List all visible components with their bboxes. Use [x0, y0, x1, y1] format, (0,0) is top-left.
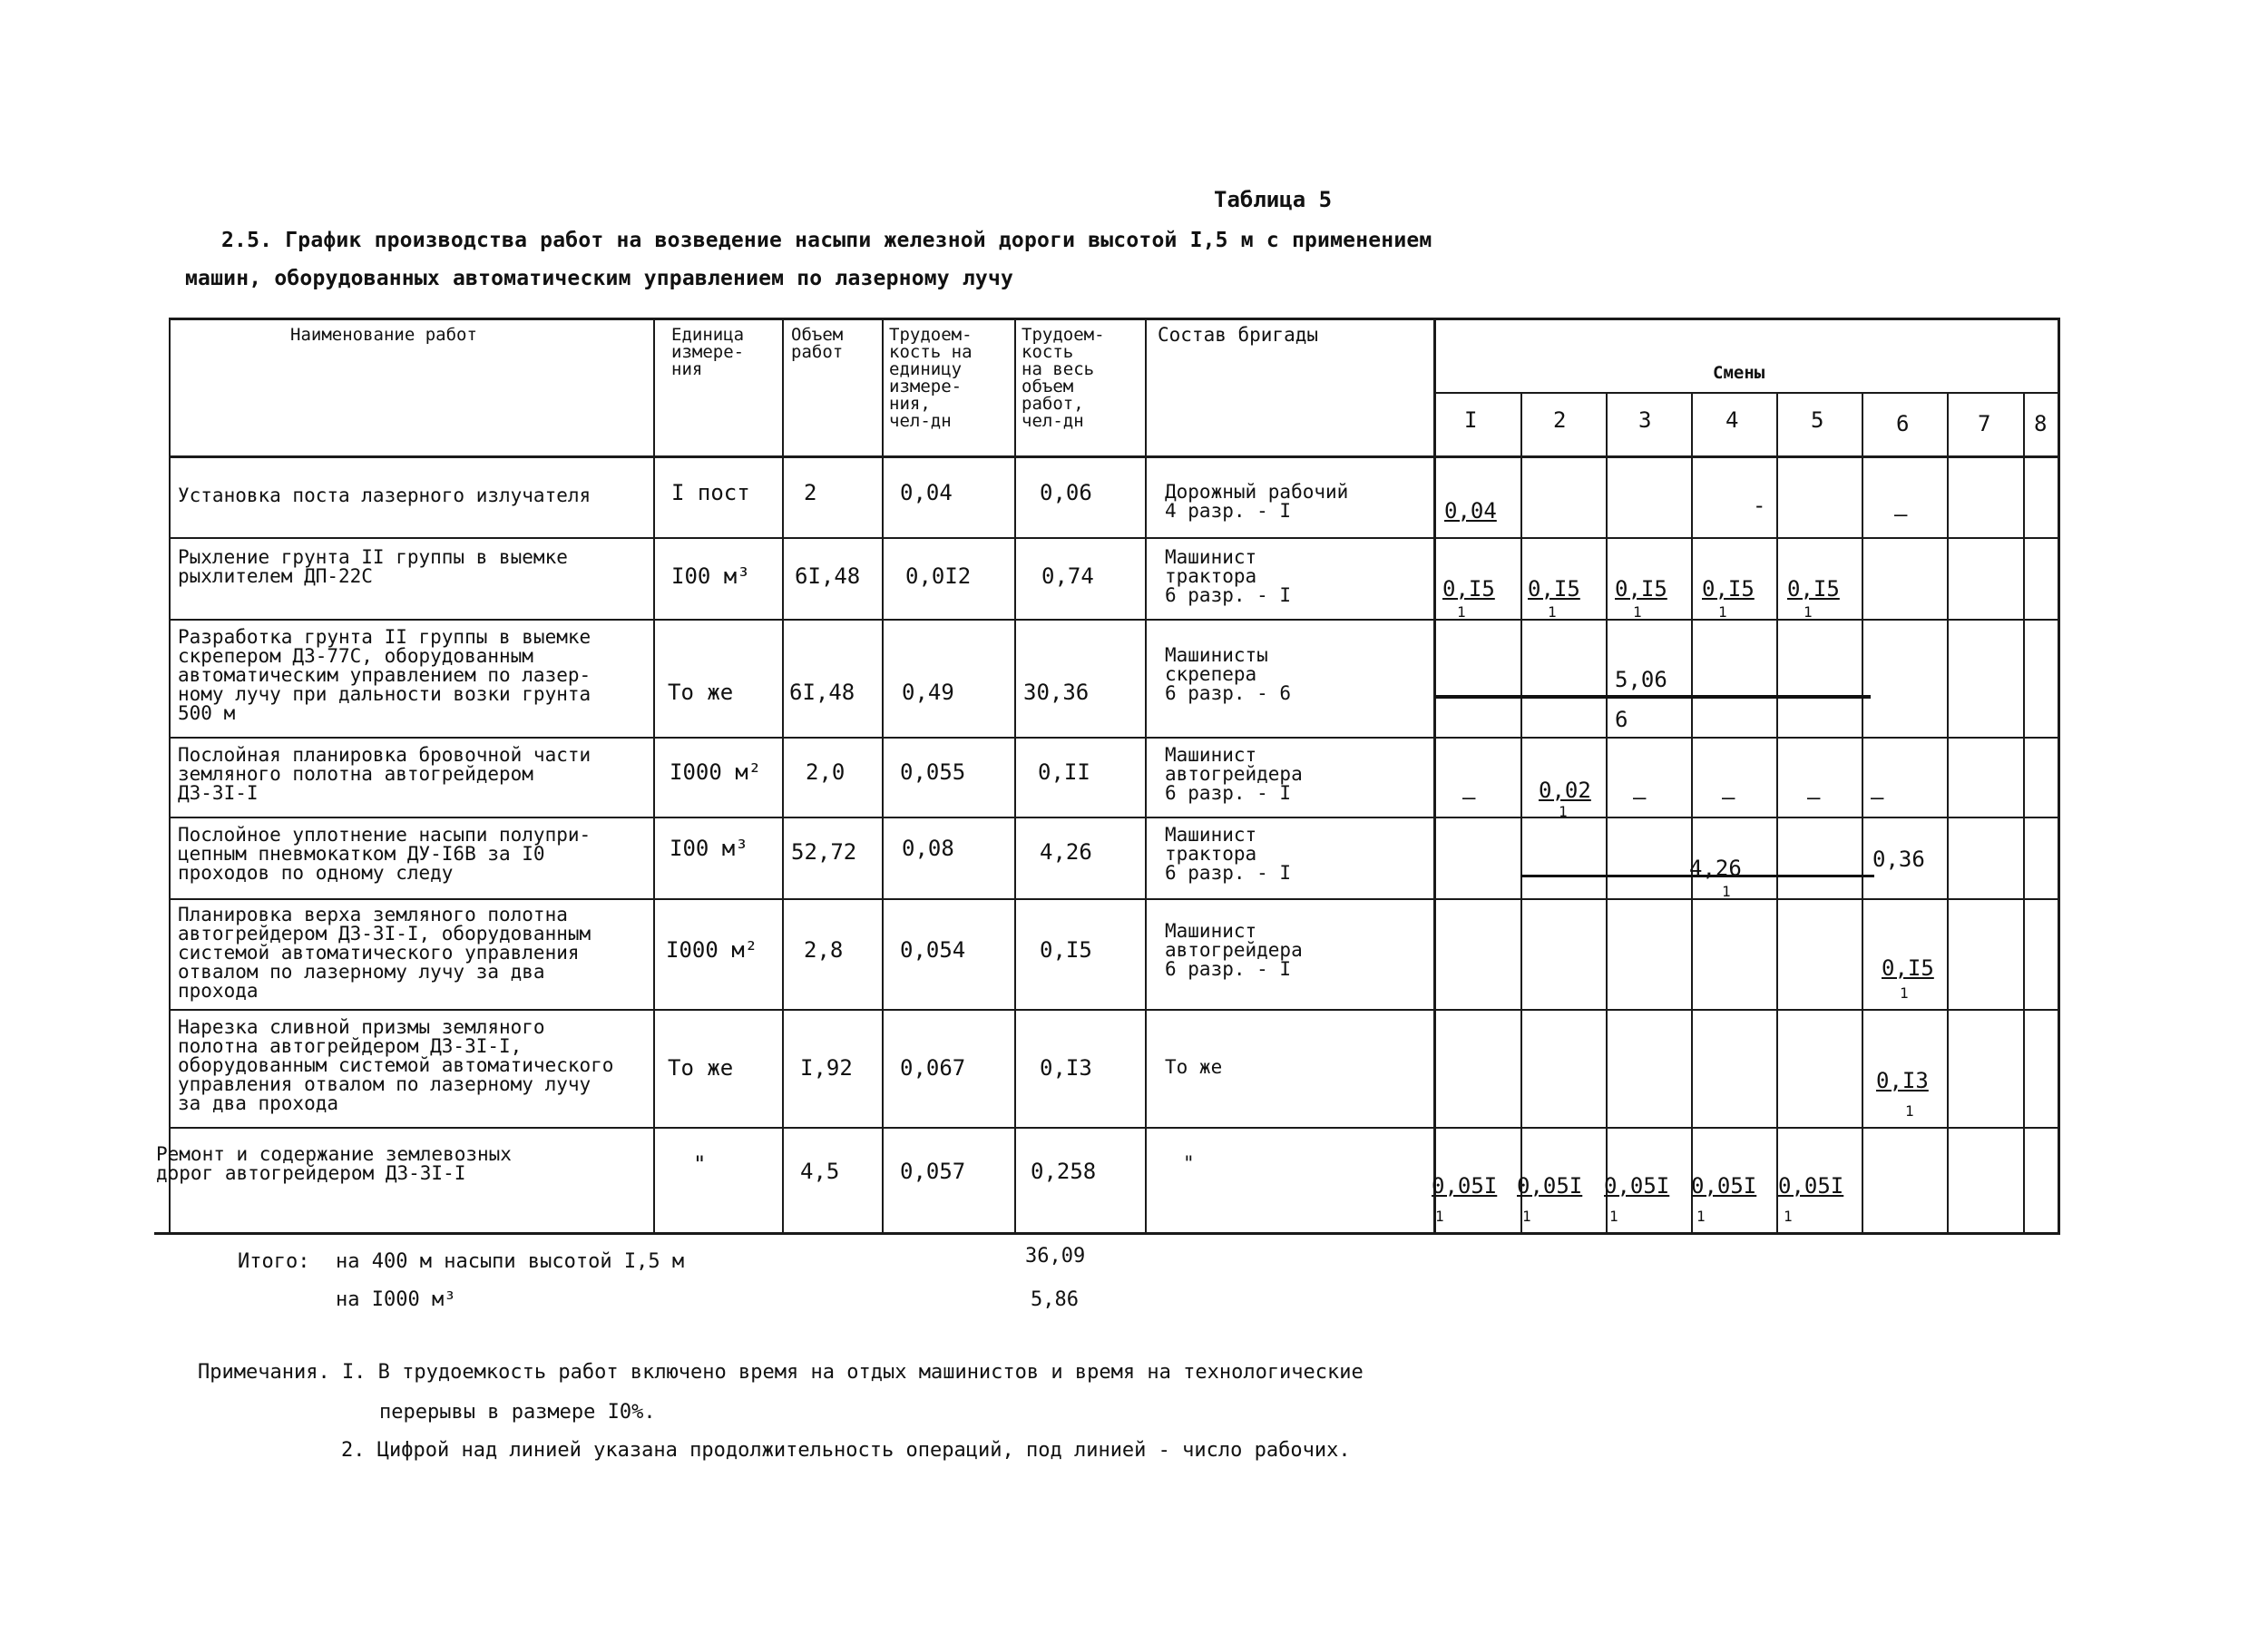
header-unit: Единица измере- ния — [671, 325, 745, 379]
row-8-workers-3: 1 — [1609, 1208, 1618, 1225]
row-4-shift-4: — — [1722, 785, 1735, 810]
header-shifts: Смены — [1713, 363, 1765, 383]
shift-4: 4 — [1725, 407, 1739, 433]
row-6-workers-6: 1 — [1900, 984, 1909, 1002]
row-6-unit: I000 м² — [666, 937, 758, 963]
row-3-unit: То же — [668, 680, 734, 705]
row-7-shift-6: 0,I3 — [1876, 1068, 1929, 1093]
row-1-labor-total: 0,06 — [1040, 480, 1092, 505]
row-5-unit: I00 м³ — [670, 836, 748, 861]
header-volume: Объем работ — [791, 325, 844, 362]
row-8-shift-3: 0,05I — [1604, 1173, 1670, 1199]
row-4-unit: I000 м² — [670, 759, 762, 785]
note-1-line-2: перерывы в размере I0%. — [379, 1401, 656, 1424]
row-2-shift-1: 0,I5 — [1442, 576, 1495, 602]
row-2-workers-3: 1 — [1633, 603, 1642, 621]
row-2-labor-unit: 0,0I2 — [905, 563, 972, 589]
row-4-workers-2: 1 — [1559, 803, 1568, 820]
row-6-name: Планировка верха земляного полотна автогрейдером ДЗ-3I-I, оборудованным системой автоматического управления отвалом по лазерному лучу за два прохода — [178, 904, 591, 1002]
row-1-shift-6: — — [1894, 502, 1908, 527]
row-8-workers-1: 1 — [1435, 1208, 1444, 1225]
row-8-workers-5: 1 — [1784, 1208, 1793, 1225]
row-5-volume: 52,72 — [791, 839, 857, 865]
row-7-workers-6: 1 — [1905, 1102, 1914, 1120]
row-4-volume: 2,0 — [806, 759, 846, 785]
row-1-name: Установка поста лазерного излучателя — [178, 485, 591, 506]
shift-2: 2 — [1553, 407, 1567, 433]
totals-line-1: на 400 м насыпи высотой I,5 м — [336, 1250, 685, 1273]
row-7-labor-unit: 0,067 — [900, 1055, 966, 1081]
row-5-labor-unit: 0,08 — [902, 836, 954, 861]
shift-7: 7 — [1978, 411, 1991, 436]
note-2: 2. Цифрой над линией указана продолжительность операций, под линией - число рабочих. — [341, 1439, 1351, 1462]
row-5-name: Послойное уплотнение насыпи полупри- цепным пневмокатком ДУ-I6В за I0 проходов по одному следу — [178, 824, 591, 884]
row-7-crew: То же — [1165, 1056, 1223, 1078]
row-5-labor-total: 4,26 — [1040, 839, 1092, 865]
row-8-unit: " — [693, 1151, 707, 1177]
row-4-labor-unit: 0,055 — [900, 759, 966, 785]
row-2-workers-1: 1 — [1457, 603, 1466, 621]
row-3-labor-total: 30,36 — [1023, 680, 1090, 705]
row-6-crew: Машинист автогрейдера 6 разр. - I — [1165, 920, 1303, 980]
row-4-shift-6: — — [1871, 785, 1884, 810]
shift-6: 6 — [1896, 411, 1910, 436]
row-1-shift-4: - — [1753, 493, 1766, 518]
row-4-labor-total: 0,II — [1038, 759, 1090, 785]
row-5-crew: Машинист трактора 6 разр. - I — [1165, 824, 1292, 884]
row-2-shift-2: 0,I5 — [1528, 576, 1580, 602]
shift-8: 8 — [2034, 411, 2048, 436]
row-2-workers-2: 1 — [1548, 603, 1557, 621]
row-5-bar-duration: 4,26 — [1689, 856, 1742, 881]
row-2-workers-4: 1 — [1718, 603, 1727, 621]
row-8-workers-2: 1 — [1522, 1208, 1531, 1225]
row-1-crew: Дорожный рабочий 4 разр. - I — [1165, 481, 1349, 522]
row-2-shift-4: 0,I5 — [1702, 576, 1755, 602]
row-7-unit: То же — [668, 1055, 734, 1081]
row-8-name: Ремонт и содержание землевозных дорог автогрейдером ДЗ-3I-I — [156, 1143, 512, 1184]
row-1-labor-unit: 0,04 — [900, 480, 953, 505]
row-4-shift-1: — — [1462, 785, 1476, 810]
row-3-schedule-bar — [1435, 695, 1871, 699]
shift-5: 5 — [1811, 407, 1824, 433]
row-6-labor-total: 0,I5 — [1040, 937, 1092, 963]
row-3-labor-unit: 0,49 — [902, 680, 954, 705]
note-1-line-1: Примечания. I. В трудоемкость работ включено время на отдых машинистов и время на технологические — [198, 1361, 1364, 1384]
row-3-name: Разработка грунта II группы в выемке скрепером ДЗ-77С, оборудованным автоматическим управлением по лазер- ному лучу при дальности возки грунта 500 м — [178, 626, 591, 724]
row-2-volume: 6I,48 — [795, 563, 861, 589]
row-1-shift-1: 0,04 — [1444, 498, 1497, 524]
row-2-shift-3: 0,I5 — [1615, 576, 1667, 602]
header-name: Наименование работ — [290, 325, 477, 345]
row-8-volume: 4,5 — [800, 1159, 840, 1184]
row-3-volume: 6I,48 — [789, 680, 855, 705]
shift-3: 3 — [1638, 407, 1652, 433]
title-line-1: 2.5. График производства работ на возведение насыпи железной дороги высотой I,5 м с применением — [221, 229, 1432, 252]
row-2-workers-5: 1 — [1804, 603, 1813, 621]
table-caption: Таблица 5 — [1214, 187, 1333, 212]
row-8-workers-4: 1 — [1696, 1208, 1706, 1225]
row-5-shift-6: 0,36 — [1872, 847, 1925, 872]
row-3-crew: Машинисты скрепера 6 разр. - 6 — [1165, 644, 1292, 704]
shift-1: I — [1464, 407, 1478, 433]
row-2-shift-5: 0,I5 — [1787, 576, 1840, 602]
row-2-name: Рыхление грунта II группы в выемке рыхлителем ДП-22С — [178, 546, 568, 587]
row-1-volume: 2 — [804, 480, 817, 505]
row-8-shift-1: 0,05I — [1432, 1173, 1498, 1199]
row-5-bar-workers: 1 — [1722, 883, 1731, 900]
header-labor-unit: Трудоем- кость на единицу измере- ния, чел-дн — [889, 325, 973, 431]
totals-line-2: на I000 м³ — [336, 1288, 456, 1311]
row-4-shift-3: — — [1633, 785, 1647, 810]
totals-value-1: 36,09 — [1025, 1245, 1086, 1268]
row-8-shift-2: 0,05I — [1517, 1173, 1583, 1199]
row-2-unit: I00 м³ — [671, 563, 750, 589]
row-7-name: Нарезка сливной призмы земляного полотна автогрейдером ДЗ-3I-I, оборудованным системой автоматического управления отвалом по лазерному лучу за два прохода — [178, 1016, 614, 1114]
row-3-bar-workers: 6 — [1615, 707, 1628, 732]
row-6-volume: 2,8 — [804, 937, 844, 963]
row-2-labor-total: 0,74 — [1041, 563, 1094, 589]
row-4-name: Послойная планировка бровочной части земляного полотна автогрейдером ДЗ-3I-I — [178, 744, 591, 804]
row-8-shift-5: 0,05I — [1778, 1173, 1844, 1199]
row-4-shift-5: — — [1807, 785, 1821, 810]
row-6-shift-6: 0,I5 — [1882, 955, 1934, 981]
row-4-shift-2: 0,02 — [1539, 778, 1591, 803]
row-4-crew: Машинист автогрейдера 6 разр. - I — [1165, 744, 1303, 804]
row-1-unit: I пост — [671, 480, 750, 505]
row-8-shift-4: 0,05I — [1691, 1173, 1757, 1199]
header-labor-total: Трудоем- кость на весь объем работ, чел-дн — [1022, 325, 1105, 431]
totals-value-2: 5,86 — [1031, 1288, 1079, 1311]
row-3-bar-duration: 5,06 — [1615, 667, 1667, 692]
row-2-crew: Машинист трактора 6 разр. - I — [1165, 546, 1292, 606]
row-8-labor-total: 0,258 — [1031, 1159, 1097, 1184]
row-6-labor-unit: 0,054 — [900, 937, 966, 963]
totals-label: Итого: — [238, 1250, 310, 1273]
row-8-labor-unit: 0,057 — [900, 1159, 966, 1184]
title-line-2: машин, оборудованных автоматическим управлением по лазерному лучу — [185, 267, 1014, 290]
row-7-volume: I,92 — [800, 1055, 853, 1081]
row-8-crew: " — [1183, 1152, 1195, 1174]
row-7-labor-total: 0,I3 — [1040, 1055, 1092, 1081]
header-crew: Состав бригады — [1158, 324, 1319, 346]
